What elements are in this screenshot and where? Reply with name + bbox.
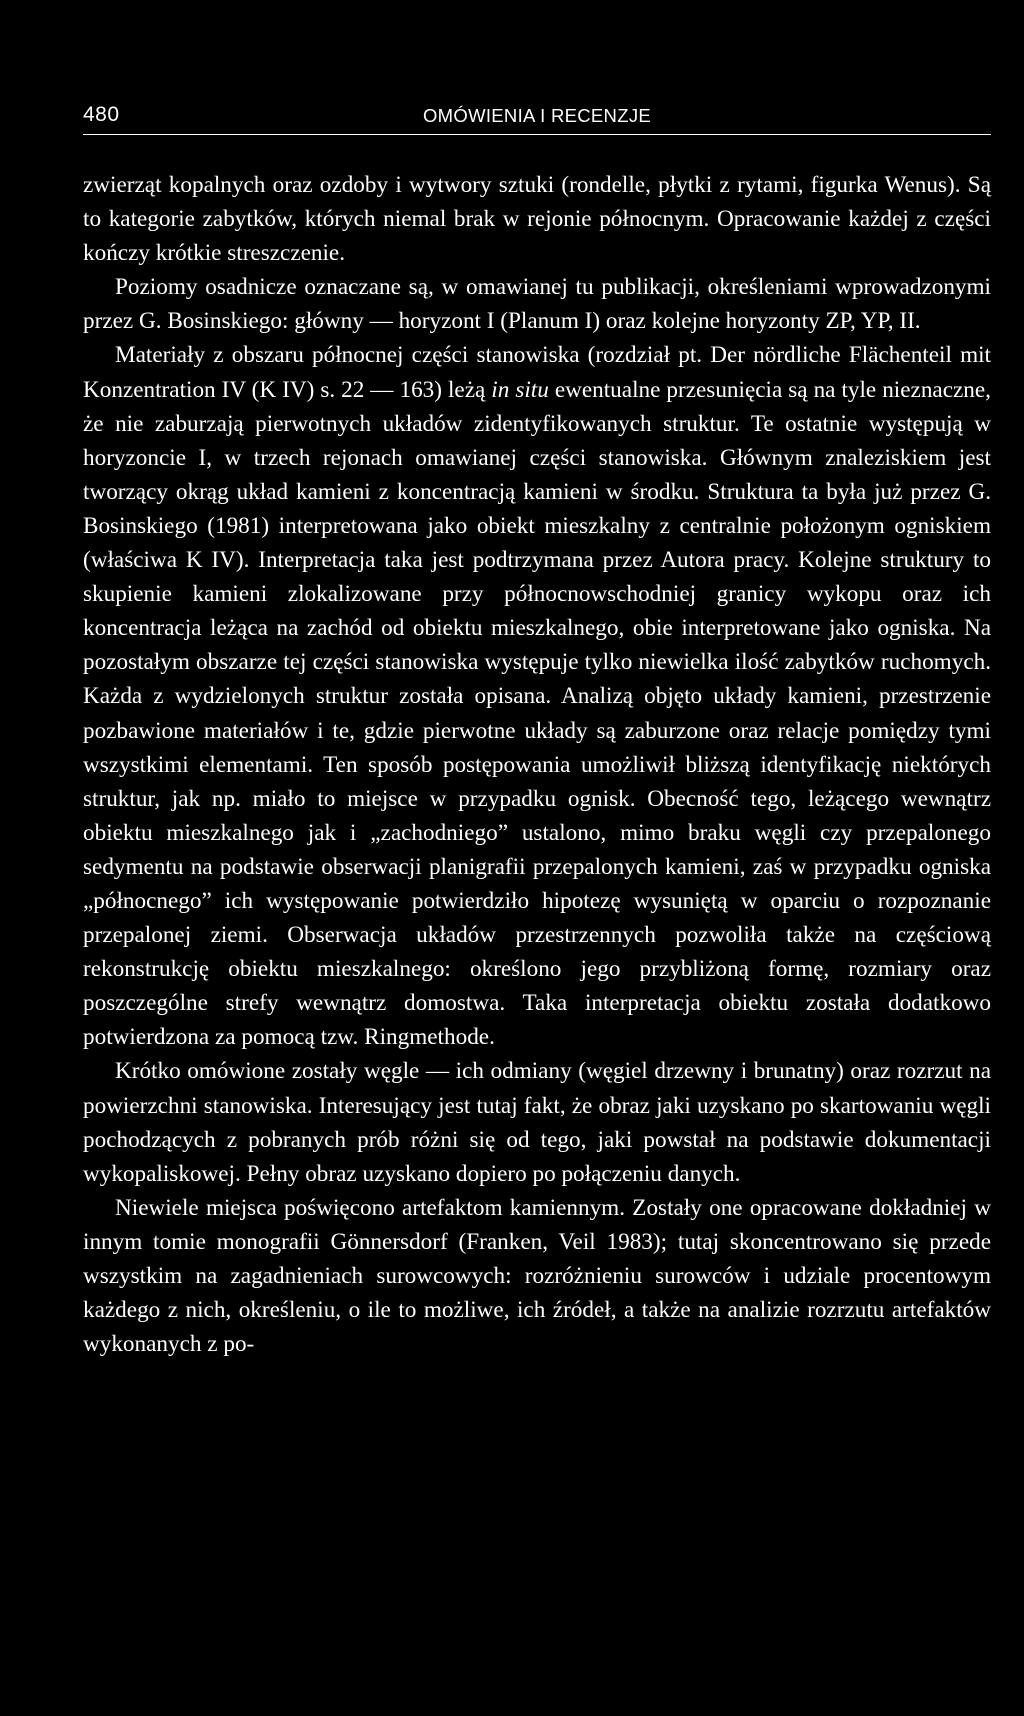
- running-head: OMÓWIENIA I RECENZJE: [422, 105, 652, 126]
- paragraph: zwierząt kopalnych oraz ozdoby i wytwory sztuki (rondelle, płytki z rytami, figurka Wenus). Są to kategorie zabytków, których niemal brak w rejonie północnym. Opracowanie każdej z części kończy krótkie streszczenie.: [83, 172, 991, 267]
- paragraph: [83, 338, 991, 1054]
- paragraph: Poziomy osadnicze oznaczane są, w omawianej tu publikacji, określeniami wprowadzonymi przez G. Bosinskiego: główny — horyzont I (Planum I) oraz kolejne horyzonty ZP, YP, II.: [83, 274, 991, 335]
- paragraph-text: ewentualne przesunięcia są na tyle nieznaczne, że nie zaburzają pierwotnych układów zidentyfikowanych struktur. Te ostatnie występują w horyzoncie I, w trzech rejonach omawianej części stanowiska. Głównym znaleziskiem jest tworzący okrąg układ kamieni z koncentracją kamieni w środku. Struktura ta była już przez G. Bosinskiego (1981) interpretowana jako obiekt mieszkalny z centralnie położonym ogniskiem (właściwa K IV). Interpretacja taka jest podtrzymana przez Autora pracy. Kolejne struktury to skupienie kamieni zlokalizowane przy północnowschodniej granicy wykopu oraz ich koncentracja leżąca na zachód od obiektu mieszkalnego, obie interpretowane jako ogniska. Na pozostałym obszarze tej części stanowiska występuje tylko niewielka ilość zabytków ruchomych. Każda z wydzielonych struktur została opisana. Analizą objęto układy kamieni, przestrzenie pozbawione materiałów i te, gdzie pierwotne układy są zaburzone oraz relacje pomiędzy tymi wszystkimi elementami. Ten sposób postępowania umożliwił bliższą identyfikację niektórych struktur, jak np. miało to miejsce w przypadku ognisk. Obecność tego, leżącego wewnątrz obiektu mieszkalnego jak i „zachodniego” ustalono, mimo braku węgli czy przepalonego sedymentu na podstawie obserwacji planigrafii przepalonych kamieni, zaś w przypadku ogniska „północnego” ich występowanie potwierdziło hipotezę wysuniętą w oparciu o rozpoznanie przepalonej ziemi. Obserwacja układów przestrzennych pozwoliła także na częściową rekonstrukcję obiektu mieszkalnego: określono jego przybliżoną formę, rozmiary oraz poszczególne strefy wewnątrz domostwa. Taka interpretacja obiektu została dodatkowo potwierdzona za pomocą tzw. Ringmethode.: [83, 376, 991, 1051]
- paragraph-text: Materiały z obszaru północnej części stanowiska (rozdział pt. Der nördliche Flächenteil mit Konzentration IV (K IV) s. 22 — 163) leżą: [83, 342, 991, 403]
- page-number: 480: [83, 103, 120, 126]
- paragraph: Krótko omówione zostały węgle — ich odmiany (węgiel drzewny i brunatny) oraz rozrzut na powierzchni stanowiska. Interesujący jest tutaj fakt, że obraz jaki uzyskano po skartowaniu węgli pochodzących z pobranych prób różni się od tego, jaki powstał na podstawie dokumentacji wykopaliskowej. Pełny obraz uzyskano dopiero po połączeniu danych.: [83, 1058, 991, 1187]
- body-text: [83, 168, 991, 1361]
- page-header: [83, 100, 991, 135]
- italic-term: in situ: [491, 376, 549, 403]
- paragraph: Niewiele miejsca poświęcono artefaktom kamiennym. Zostały one opracowane dokładniej w innym tomie monografii Gönnersdorf (Franken, Veil 1983); tutaj skoncentrowano się przede wszystkim na zagadnieniach surowcowych: rozróżnieniu surowców i udziale procentowym każdego z nich, określeniu, o ile to możliwe, ich źródeł, a także na analizie rozrzutu artefaktów wykonanych z po-: [83, 1194, 991, 1358]
